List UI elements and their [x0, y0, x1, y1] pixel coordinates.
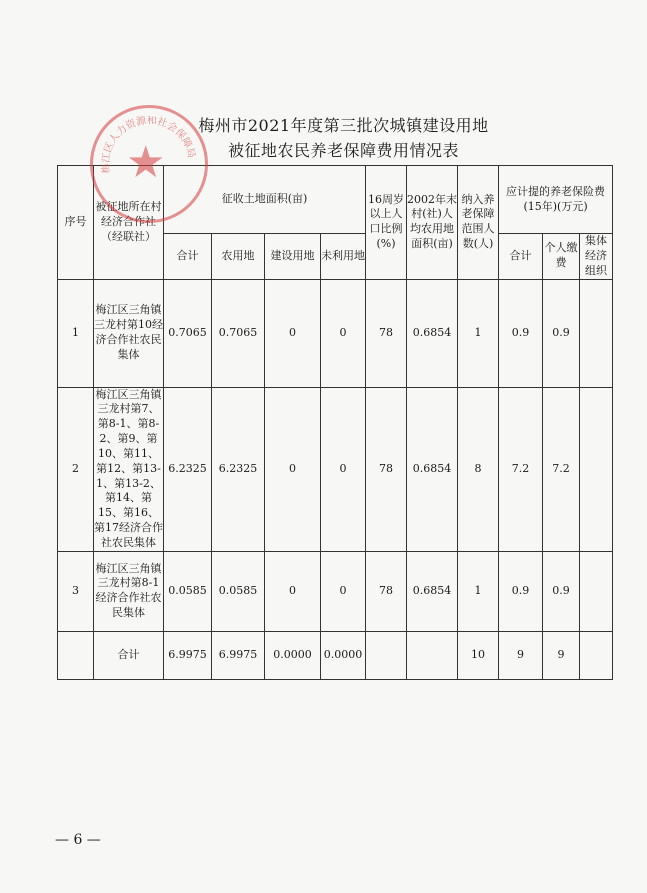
- cell-people: 1: [458, 551, 499, 631]
- cell-collective: [580, 387, 613, 551]
- cell-total: 0.7065: [164, 279, 212, 387]
- cell-farmland-2002: 0.6854: [407, 279, 458, 387]
- cell-seq: 1: [58, 279, 94, 387]
- total-row: [58, 631, 613, 679]
- cell-farmland: 0.7065: [212, 279, 265, 387]
- header-ratio16: 16周岁以上人口比例(%): [366, 166, 407, 280]
- cell-farmland: 0.0585: [212, 551, 265, 631]
- header-fee-total: 合计: [499, 234, 543, 280]
- cell-village: 梅江区三角镇三龙村第7、第8-1、第8-2、第9、第10、第11、第12、第13-1、第13-2、第14、第15、第16、第17经济合作社农民集体: [94, 387, 164, 551]
- header-total: 合计: [164, 234, 212, 280]
- cell-collective: [580, 551, 613, 631]
- cell-construction: 0.0000: [265, 631, 321, 679]
- cell-farmland-2002: 0.6854: [407, 551, 458, 631]
- cell-village: 梅江区三角镇三龙村第8-1经济合作社农民集体: [94, 551, 164, 631]
- star-icon: ★: [126, 137, 166, 188]
- cell-farmland-2002: 0.6854: [407, 387, 458, 551]
- cell-personal: 0.9: [543, 551, 580, 631]
- total-label: 合计: [94, 631, 164, 679]
- header-construction: 建设用地: [265, 234, 321, 280]
- cell-unused: 0: [321, 387, 366, 551]
- cell-collective: [580, 279, 613, 387]
- document-title-line2: 被征地农民养老保障费用情况表: [227, 141, 459, 160]
- header-farmland: 农用地: [212, 234, 265, 280]
- cell-people: 8: [458, 387, 499, 551]
- cell-total: 0.0585: [164, 551, 212, 631]
- header-land-area: 征收土地面积(亩): [164, 166, 366, 234]
- cell-total: 6.9975: [164, 631, 212, 679]
- table-row: [58, 279, 613, 387]
- cell-construction: 0: [265, 551, 321, 631]
- cell-personal: 9: [543, 631, 580, 679]
- header-collective: 集体经济组织: [580, 234, 613, 280]
- table-row: [58, 551, 613, 631]
- cell-collective: [580, 631, 613, 679]
- cell-farmland: 6.2325: [212, 387, 265, 551]
- cell-personal: 7.2: [543, 387, 580, 551]
- cell-ratio: 78: [366, 387, 407, 551]
- cell-ratio: [366, 631, 407, 679]
- cell-unused: 0: [321, 551, 366, 631]
- cell-ratio: 78: [366, 279, 407, 387]
- cell-fee-total: 9: [499, 631, 543, 679]
- cell-seq: 3: [58, 551, 94, 631]
- document-title-line1: 梅州市2021年度第三批次城镇建设用地: [198, 116, 489, 135]
- cell-personal: 0.9: [543, 279, 580, 387]
- header-fee: 应计提的养老保险费(15年)(万元): [499, 166, 613, 234]
- header-village: 被征地所在村经济合作社（经联社）: [94, 166, 164, 280]
- header-farmland-2002: 2002年末村(社)人均农用地面积(亩): [407, 166, 458, 280]
- cell-fee-total: 0.9: [499, 279, 543, 387]
- header-people: 纳入养老保障范围人数(人): [458, 166, 499, 280]
- cell-construction: 0: [265, 387, 321, 551]
- header-unused: 未利用地: [321, 234, 366, 280]
- header-personal: 个人缴费: [543, 234, 580, 280]
- header-seq: 序号: [58, 166, 94, 280]
- cell-construction: 0: [265, 279, 321, 387]
- compensation-table: [57, 165, 613, 680]
- cell-ratio: 78: [366, 551, 407, 631]
- cell-fee-total: 7.2: [499, 387, 543, 551]
- cell-unused: 0.0000: [321, 631, 366, 679]
- cell-people: 1: [458, 279, 499, 387]
- cell-village: 梅江区三角镇三龙村第10经济合作社农民集体: [94, 279, 164, 387]
- cell-farmland-2002: [407, 631, 458, 679]
- table-row: [58, 387, 613, 551]
- cell-fee-total: 0.9: [499, 551, 543, 631]
- cell-seq: 2: [58, 387, 94, 551]
- cell-total: 6.2325: [164, 387, 212, 551]
- cell-farmland: 6.9975: [212, 631, 265, 679]
- cell-unused: 0: [321, 279, 366, 387]
- cell-people: 10: [458, 631, 499, 679]
- page-number: — 6 —: [55, 832, 101, 848]
- cell-total-seq: [58, 631, 94, 679]
- svg-text:梅江区人力资源和社会保障局: 梅江区人力资源和社会保障局: [101, 116, 197, 175]
